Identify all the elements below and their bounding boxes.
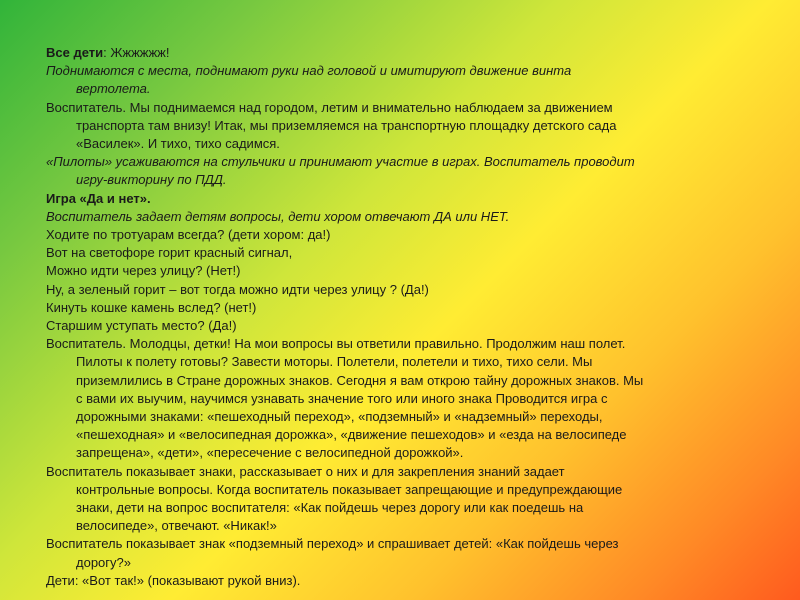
line: с вами их выучим, научимся узнавать значение того или иного знака Проводится игра с	[76, 390, 608, 406]
line: «Василек». И тихо, тихо садимся.	[76, 136, 280, 152]
line: Воспитатель показывает знаки, рассказывает о них и для закрепления знаний задает	[46, 463, 565, 479]
question-2a: Вот на светофоре горит красный сигнал,	[46, 245, 293, 261]
line: Воспитатель показывает знак «подземный переход» и спрашивает детей: «Как пойдешь через	[46, 536, 619, 552]
question-3: Ну, а зеленый горит – вот тогда можно идти через улицу ? (Да!)	[46, 281, 429, 297]
paragraph-all-children	[46, 44, 746, 62]
line: Поднимаются с места, поднимают руки над головой и имитируют движение винта	[46, 63, 572, 79]
question-5: Старшим уступать место? (Да!)	[46, 318, 237, 334]
stage-direction-pilots	[46, 153, 746, 189]
line: приземлились в Стране дорожных знаков. Сегодня я вам открою тайну дорожных знаков. Мы	[76, 372, 644, 388]
line: велосипеде», отвечают. «Никак!»	[76, 518, 277, 534]
game-title: Игра «Да и нет».	[46, 190, 151, 206]
speech-text: : Жжжжжж!	[103, 45, 170, 60]
paragraph-teacher-signs	[46, 335, 746, 462]
paragraph-children-answer: Дети: «Вот так!» (показывают рукой вниз).	[46, 572, 301, 588]
paragraph-underground-sign	[46, 535, 746, 571]
line: «пешеходная» и «велосипедная дорожка», «движение пешеходов» и «езда на велосипеде	[76, 427, 627, 443]
line: Пилоты к полету готовы? Завести моторы. Полетели, полетели и тихо, тихо сели. Мы	[76, 354, 593, 370]
question-2b: Можно идти через улицу? (Нет!)	[46, 263, 241, 279]
line: Воспитатель. Молодцы, детки! На мои вопросы вы ответили правильно. Продолжим наш полет.	[46, 336, 626, 352]
line: запрещена», «дети», «пересечение с велосипедной дорожкой».	[76, 445, 464, 461]
line: контрольные вопросы. Когда воспитатель показывает запрещающие и предупреждающие	[76, 481, 623, 497]
line: знаки, дети на вопрос воспитателя: «Как пойдешь через дорогу или как поедешь на	[76, 500, 584, 516]
paragraph-teacher-flight	[46, 99, 746, 154]
question-4: Кинуть кошке камень вслед? (нет!)	[46, 299, 257, 315]
line: вертолета.	[76, 81, 151, 97]
speaker-label: Все дети	[46, 45, 104, 60]
line: «Пилоты» усаживаются на стульчики и принимают участие в играх. Воспитатель проводит	[46, 154, 635, 170]
slide-text	[46, 44, 746, 590]
line: Воспитатель. Мы поднимаемся над городом, летим и внимательно наблюдаем за движением	[46, 99, 613, 115]
line: игру-викторину по ПДД.	[76, 172, 227, 188]
line: дорогу?»	[76, 554, 131, 570]
line: транспорта там внизу! Итак, мы приземляемся на транспортную площадку детского сада	[76, 117, 617, 133]
game-instruction: Воспитатель задает детям вопросы, дети хором отвечают ДА или НЕТ.	[46, 208, 510, 224]
question-1: Ходите по тротуарам всегда? (дети хором: да!)	[46, 227, 331, 243]
stage-direction	[46, 62, 746, 98]
line: дорожными знаками: «пешеходный переход», «подземный» и «надземный» переходы,	[76, 409, 603, 425]
paragraph-teacher-shows-signs	[46, 463, 746, 536]
